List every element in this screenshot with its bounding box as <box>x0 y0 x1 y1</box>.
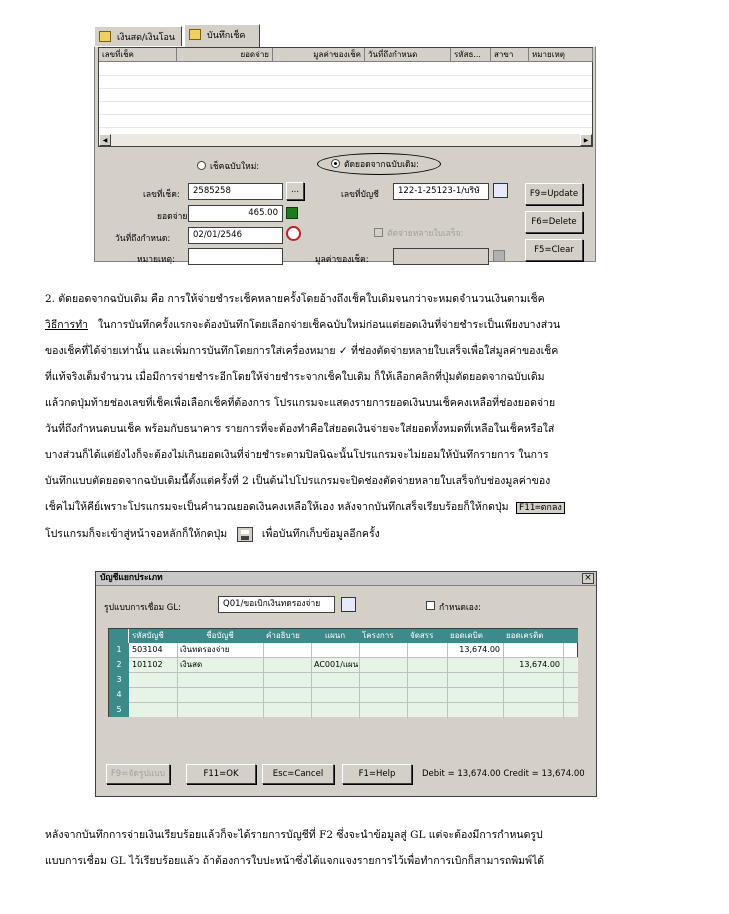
cancel-button[interactable]: Esc=Cancel <box>262 764 334 784</box>
account-name-cell[interactable]: เงินสด <box>180 660 203 669</box>
column-divider <box>263 643 264 718</box>
account-no-label: เลขที่บัญชี <box>341 190 379 200</box>
project-cell[interactable] <box>359 658 407 673</box>
help-button[interactable]: F1=Help <box>342 764 412 784</box>
gl-table <box>108 628 578 717</box>
row-number: 2 <box>109 658 129 673</box>
row-number-header <box>109 629 129 643</box>
paragraph-line: ของเช็คที่ได้จ่ายเท่านั้น และเพิ่มการบันทึกโดยการใส่เครื่องหมาย ✓ ที่ช่องตัดจ่ายหลายใบเสร็จเพื่อใส่มูลค่าของเช็ค <box>45 345 559 357</box>
cut-from-old-radio[interactable] <box>331 159 340 168</box>
due-date-field[interactable]: 02/01/2546 <box>188 227 283 244</box>
column-divider <box>563 643 564 718</box>
amount-field[interactable]: 465.00 <box>188 205 283 222</box>
grid-line <box>99 114 592 115</box>
multi-receipt-checkbox[interactable] <box>374 228 383 237</box>
manual-checkbox[interactable] <box>426 601 435 610</box>
row-number: 3 <box>109 673 129 688</box>
paragraph-cut-from-old <box>45 286 685 547</box>
column-header[interactable]: มูลค่าของเช็ค <box>273 48 365 62</box>
update-button[interactable]: F9=Update <box>525 183 583 205</box>
ok-key-badge: F11=ตกลง <box>516 502 565 514</box>
amount-label: ยอดจ่าย <box>157 212 188 222</box>
debit-cell[interactable] <box>447 658 503 673</box>
column-header[interactable]: ยอดจ่าย <box>177 48 273 62</box>
scroll-left-icon[interactable]: ◀ <box>99 134 111 146</box>
cheque-grid <box>98 47 593 147</box>
multi-receipt-label: ตัดจ่ายหลายใบเสร็จ: <box>387 229 464 239</box>
note-label: หมายเหตุ: <box>137 255 175 265</box>
allocation-cell[interactable] <box>407 658 447 673</box>
department-cell[interactable] <box>311 643 359 658</box>
account-no-field[interactable]: 122-1-25123-1/บริษั <box>393 183 489 200</box>
column-header[interactable]: ยอดเดบิต <box>450 631 483 640</box>
due-date-label: วันที่ถึงกำหนด: <box>115 234 171 244</box>
column-header[interactable]: จัดสรร <box>410 631 434 640</box>
paragraph-line-text: โปรแกรมก็จะเข้าสู่หน้าจอหลักก็ให้กดปุ่ม <box>45 528 228 540</box>
column-divider <box>407 643 408 718</box>
grid-line <box>99 101 592 102</box>
paragraph-line: บันทึกแบบตัดยอดจากฉบับเดิมนี้ตั้งแต่ครั้งที่ 2 เป็นต้นไปโปรแกรมจะปิดช่องตัดจ่ายหลายใบเสร็จกับช่องมูลค่าของ <box>45 475 551 487</box>
save-template-button[interactable]: F9=จัดรูปแบบ <box>106 764 170 784</box>
credit-cell[interactable]: 13,674.00 <box>519 660 560 669</box>
column-divider <box>503 643 504 718</box>
paragraph-gl <box>45 822 685 874</box>
column-header[interactable]: ยอดเครดิต <box>506 631 544 640</box>
table-row[interactable] <box>109 658 578 673</box>
scroll-right-icon[interactable]: ▶ <box>580 134 592 146</box>
cheque-no-field[interactable]: 2585258 <box>188 183 283 200</box>
column-header[interactable]: ชื่อบัญชี <box>206 631 234 640</box>
table-row[interactable] <box>109 643 578 658</box>
paragraph-line-text: เช็คไม่ให้คีย์เพราะโปรแกรมจะเป็นคำนวณยอดเงินคงเหลือให้เอง หลังจากบันทึกเสร็จเรียบร้อยก็ให้กดปุ่ม <box>45 501 509 513</box>
tab-cheque-record[interactable] <box>184 24 260 47</box>
table-row[interactable] <box>109 703 578 717</box>
column-divider <box>177 643 178 718</box>
row-number: 1 <box>109 643 129 658</box>
cheque-window <box>94 12 596 265</box>
template-label: รูปแบบการเชื่อม GL: <box>104 603 181 613</box>
ok-button[interactable]: F11=OK <box>186 764 256 784</box>
column-header[interactable]: วันที่ถึงกำหนด <box>365 48 451 62</box>
column-header[interactable]: รหัสบัญชี <box>132 631 164 640</box>
folder-icon <box>189 29 201 40</box>
grid-line <box>99 75 592 76</box>
column-header[interactable]: แผนก <box>324 631 346 640</box>
delete-button[interactable]: F6=Delete <box>525 211 583 233</box>
new-cheque-label: เช็คฉบับใหม่: <box>210 162 260 172</box>
row-number: 4 <box>109 688 129 703</box>
table-row[interactable] <box>109 688 578 703</box>
column-header[interactable]: หมายเหตุ <box>529 48 593 62</box>
account-lookup-icon[interactable] <box>493 183 508 198</box>
paragraph-line: ที่แท้จริงเต็มจำนวน เมื่อมีการจ่ายชำระอีกโดยให้จ่ายชำระจากเช็คใบเดิม ก็ให้เลือกคลิกที่ปุ่มตัดยอดจากฉบับเดิม <box>45 371 545 383</box>
paragraph-line: วันที่ถึงกำหนดบนเช็ค พร้อมกับธนาคาร รายการที่จะต้องทำคือใส่ยอดเงินจ่ายจะใส่ยอดทั้งหมดที่เหลือในเช็คหรือใส่ <box>45 423 555 435</box>
totals-text: Debit = 13,674.00 Credit = 13,674.00 <box>422 769 585 779</box>
column-header[interactable]: สาขา <box>491 48 529 62</box>
row-number: 5 <box>109 703 129 717</box>
grid-line <box>99 127 592 128</box>
template-lookup-icon[interactable] <box>341 597 356 612</box>
new-cheque-radio[interactable] <box>197 161 206 170</box>
tab-label: บันทึกเช็ค <box>207 31 246 41</box>
manual-label: กำหนดเอง: <box>439 603 481 613</box>
cheque-value-label: มูลค่าของเช็ค: <box>315 255 369 265</box>
cut-from-old-label: ตัดยอดจากฉบับเดิม: <box>344 160 420 170</box>
column-header[interactable]: เลขที่เช็ค <box>99 48 177 62</box>
note-field[interactable] <box>188 248 283 265</box>
folder-icon <box>99 31 111 42</box>
paragraph-line <box>45 312 685 338</box>
column-divider <box>359 643 360 718</box>
horizontal-scrollbar[interactable] <box>99 134 592 146</box>
column-header[interactable]: รหัสธ... <box>451 48 491 62</box>
save-disk-icon <box>237 527 253 542</box>
department-cell[interactable]: AC001/แผน <box>314 660 359 669</box>
account-code-cell[interactable]: 503104 <box>132 645 163 654</box>
paragraph-line: แบบการเชื่อม GL ไว้เรียบร้อยแล้ว ถ้าต้องการใบปะหน้าซึ่งได้แจกแจงรายการไว้เพื่อทำการเบิกก็สามารถพิมพ์ได้ <box>45 855 545 867</box>
underlined-term: วิธีการทำ <box>45 319 89 331</box>
column-divider <box>447 643 448 718</box>
paragraph-line-text: เพื่อบันทึกเก็บข้อมูลอีกครั้ง <box>261 528 380 540</box>
description-cell[interactable] <box>263 658 311 673</box>
column-header[interactable]: คำอธิบาย <box>266 631 300 640</box>
calculator-icon[interactable] <box>493 250 505 262</box>
allocation-cell[interactable] <box>407 643 447 658</box>
paragraph-line <box>45 494 685 521</box>
calculator-icon[interactable] <box>286 207 298 219</box>
paragraph-line-text: ในการบันทึกครั้งแรกจะต้องบันทึกโดยเลือกจ่ายเช็คฉบับใหม่ก่อนแต่ยอดเงินที่จ่ายชำระเป็นเพียงบางส่วน <box>98 319 561 331</box>
tab-panel <box>94 46 596 265</box>
paragraph-line <box>45 521 685 547</box>
project-cell[interactable] <box>359 643 407 658</box>
tab-label: เงินสด/เงินโอน <box>117 33 176 43</box>
clear-button[interactable]: F5=Clear <box>525 239 583 261</box>
close-icon[interactable]: × <box>582 573 594 584</box>
account-name-cell[interactable]: เงินทดรองจ่าย <box>180 645 230 654</box>
title-bar[interactable] <box>96 572 596 586</box>
gl-dialog <box>95 571 597 797</box>
browse-cheque-button[interactable]: ... <box>286 182 304 200</box>
paragraph-line: 2. ตัดยอดจากฉบับเดิม คือ การให้จ่ายชำระเช็คหลายครั้งโดยอ้างถึงเช็คใบเดิมจนกว่าจะหมดจำนวนเงินตามเช็ค <box>45 293 545 305</box>
description-cell[interactable] <box>263 643 311 658</box>
cheque-no-label: เลขที่เช็ค: <box>143 190 180 200</box>
account-code-cell[interactable]: 101102 <box>132 660 163 669</box>
paragraph-line: แล้วกดปุ่มท้ายช่องเลขที่เช็คเพื่อเลือกเช็คที่ต้องการ โปรแกรมจะแสดงรายการยอดเงินบนเช็คคงเหลือที่ช่องยอดจ่าย <box>45 397 556 409</box>
paragraph-line: หลังจากบันทึกการจ่ายเงินเรียบร้อยแล้วก็จะได้รายการบัญชีที่ F2 ซึ่งจะนำข้อมูลสู่ GL แต่จะต้องมีการกำหนดรูป <box>45 829 543 841</box>
debit-cell[interactable]: 13,674.00 <box>459 645 500 654</box>
calendar-icon[interactable] <box>286 226 301 241</box>
grid-line <box>99 88 592 89</box>
tab-cash-transfer[interactable] <box>94 26 182 46</box>
credit-cell[interactable] <box>503 643 563 658</box>
column-divider <box>311 643 312 718</box>
paragraph-line: บางส่วนก็ได้แต่ยังไงก็จะต้องไม่เกินยอดเงินที่จ่ายชำระตามปิลนิฉะนั้นโปรแกรมจะไม่ยอมให้บันทึกรายการ ในการ <box>45 449 549 461</box>
table-row[interactable] <box>109 673 578 688</box>
dialog-title: บัญชีแยกประเภท <box>100 573 163 583</box>
column-header[interactable]: โครงการ <box>362 631 394 640</box>
template-field[interactable]: Q01/ขอเบิกเงินทดรองจ่าย <box>218 596 335 613</box>
cheque-value-field[interactable] <box>393 248 489 265</box>
